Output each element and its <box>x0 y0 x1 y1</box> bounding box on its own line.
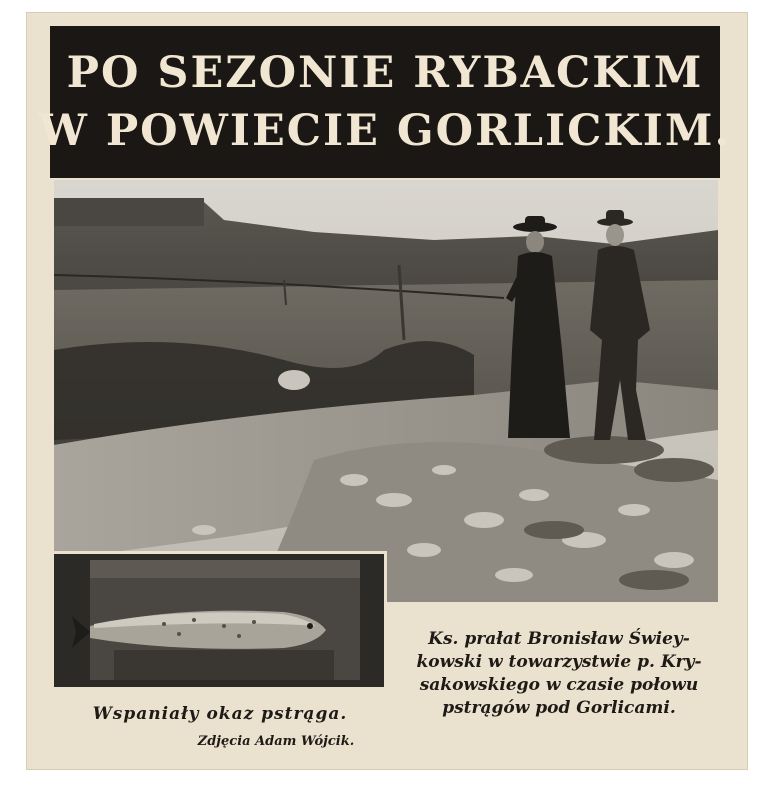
photo-caption <box>394 628 724 720</box>
magazine-page <box>26 12 748 770</box>
photo-credit: Zdjęcia Adam Wójcik. <box>197 734 355 749</box>
caption-line-1: Ks. prałat Bronisław Świey- <box>428 629 690 649</box>
caption-line-4: pstrągów pod Gorlicami. <box>442 698 676 718</box>
fishing-photo-image <box>54 180 718 602</box>
caption-line-2: kowski w towarzystwie p. Kry- <box>416 652 702 672</box>
fishing-photo <box>54 180 718 602</box>
trout-photo <box>54 554 384 687</box>
headline-banner <box>38 26 732 178</box>
caption-line-3: sakowskiego w czasie połowu <box>419 675 699 695</box>
headline-line-1: PO SEZONIE RYBACKIM <box>66 48 704 98</box>
headline-line-2: W POWIECIE GORLICKIM. <box>38 106 732 156</box>
trout-caption: Wspaniały okaz pstrąga. <box>92 704 348 724</box>
trout-photo-image <box>54 554 384 687</box>
